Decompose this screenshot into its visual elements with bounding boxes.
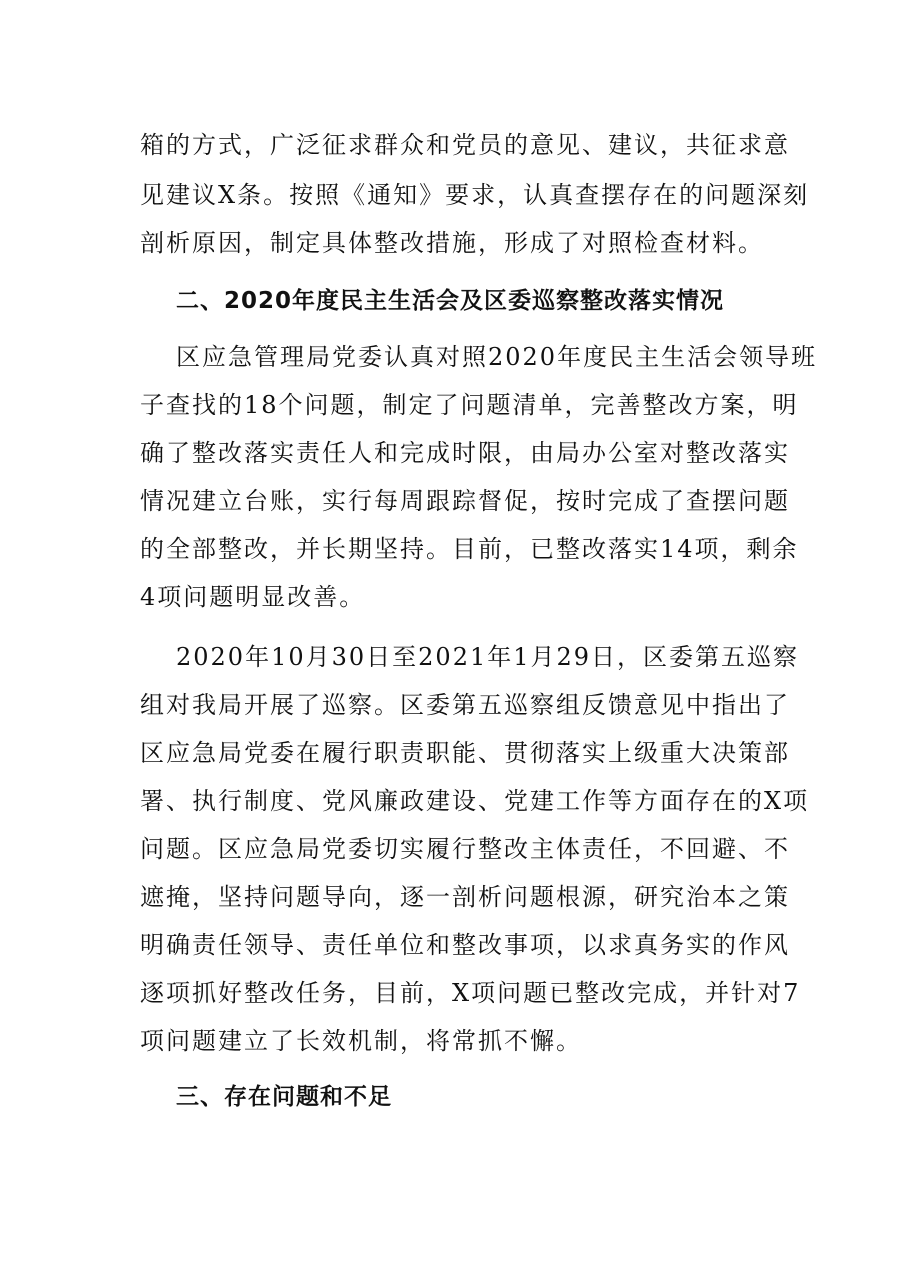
para2-line-4: 情况建立台账，实行每周跟踪督促，按时完成了查摆问题 [140,487,790,515]
para1-line-2: 见建议X条。按照《通知》要求，认真查摆存在的问题深刻 [140,181,810,209]
para3-line-5: 问题。区应急局党委切实履行整改主体责任，不回避、不 [140,835,790,863]
para1-line-1: 箱的方式，广泛征求群众和党员的意见、建议，共征求意 [140,131,790,159]
para3-line-6: 遮掩，坚持问题导向，逐一剖析问题根源，研究治本之策 [140,883,790,911]
para3-line-4: 署、执行制度、党风廉政建设、党建工作等方面存在的X项 [140,787,810,815]
para2-line-3: 确了整改落实责任人和完成时限，由局办公室对整改落实 [140,439,790,467]
para3-line-7: 明确责任领导、责任单位和整改事项，以求真务实的作风 [140,931,790,959]
section-heading-3: 三、存在问题和不足 [176,1084,392,1110]
para3-line-1: 2020年10月30日至2021年1月29日，区委第五巡察 [176,643,800,671]
para2-line-5: 的全部整改，并长期坚持。目前，已整改落实14项，剩余 [140,535,799,563]
para2-line-1: 区应急管理局党委认真对照2020年度民主生活会领导班 [176,343,818,371]
para2-line-6: 4项问题明显改善。 [140,583,366,611]
para3-line-2: 组对我局开展了巡察。区委第五巡察组反馈意见中指出了 [140,691,790,719]
para2-line-2: 子查找的18个问题，制定了问题清单，完善整改方案，明 [140,391,799,419]
para1-line-3: 剖析原因，制定具体整改措施，形成了对照检查材料。 [140,229,764,257]
para3-line-3: 区应急局党委在履行职责职能、贯彻落实上级重大决策部 [140,739,790,767]
para3-line-8: 逐项抓好整改任务，目前，X项问题已整改完成，并针对7 [140,979,801,1007]
section-heading-2: 二、2020年度民主生活会及区委巡察整改落实情况 [176,288,725,314]
para3-line-9: 项问题建立了长效机制，将常抓不懈。 [140,1027,582,1055]
